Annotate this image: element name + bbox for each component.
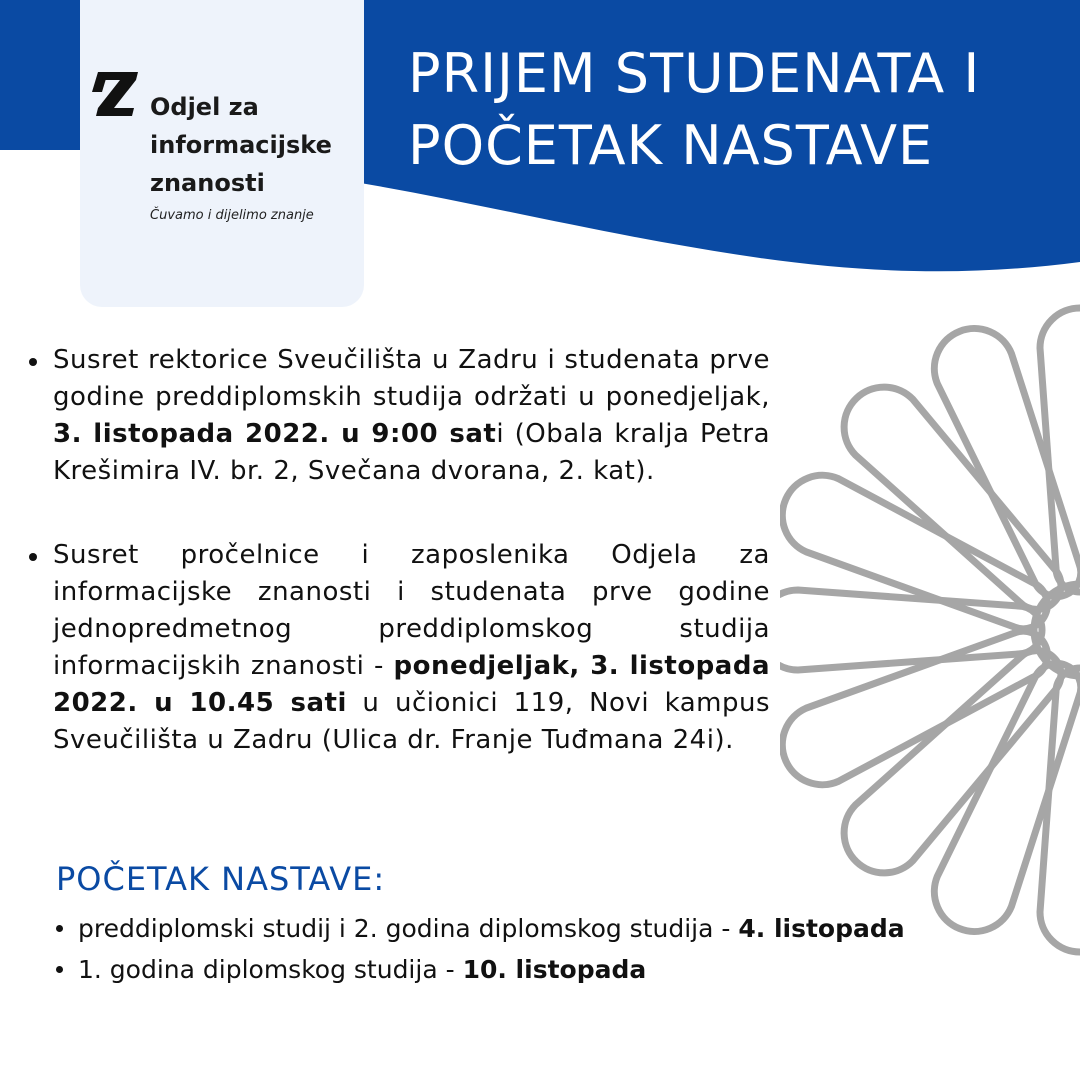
event-list [25,342,770,759]
flower-petal [780,590,1042,670]
page-title-line-1: PRIJEM STUDENATA I [408,42,981,105]
event-text [53,537,770,759]
teaching-item-text: preddiplomski studij i 2. godina diplomskog studija - [78,914,739,943]
department-tagline: Čuvamo i dijelimo znanje [150,208,314,223]
page-title [408,38,980,182]
event-text-before: Susret rektorice Sveučilišta u Zadru i studenata prve godine preddiplomskih studija održati u ponedjeljak, [53,345,770,412]
event-text-before: Susret pročelnice i zaposlenika Odjela za informacijske znanosti i studenata prve godine jednopredmetnog preddiplomskog studija informacijskih znanosti - [53,540,770,681]
teaching-start-heading: POČETAK NASTAVE: [56,860,386,898]
teaching-start-list [54,908,1054,990]
teaching-item-date: 10. listopada [462,955,647,984]
event-text-after: u učionici 119, Novi kampus Sveučilišta u Zadru (Ulica dr. Franje Tuđmana 24i). [53,688,770,755]
event-highlight: 3. listopada 2022. u 9:00 sat [53,419,497,449]
teaching-item-date: 4. listopada [738,914,905,943]
event-item [25,342,770,490]
event-item [25,537,770,759]
logo-card [80,0,364,307]
event-text-after: i (Obala kralja Petra Krešimira IV. br. 2, Svečana dvorana, 2. kat). [53,419,771,486]
department-name: Odjel za informacijske znanosti [150,93,332,197]
teaching-item-text: 1. godina diplomskog studija - [78,955,463,984]
teaching-start-item [54,949,1054,990]
iz-logo-icon [90,70,140,118]
event-highlight: ponedjeljak, 3. listopada 2022. u 10.45 sati [53,651,770,718]
event-text [53,342,770,490]
flower-petals-icon [780,300,1080,960]
page-title-line-2: POČETAK NASTAVE [408,114,934,177]
teaching-start-item [54,908,1054,949]
